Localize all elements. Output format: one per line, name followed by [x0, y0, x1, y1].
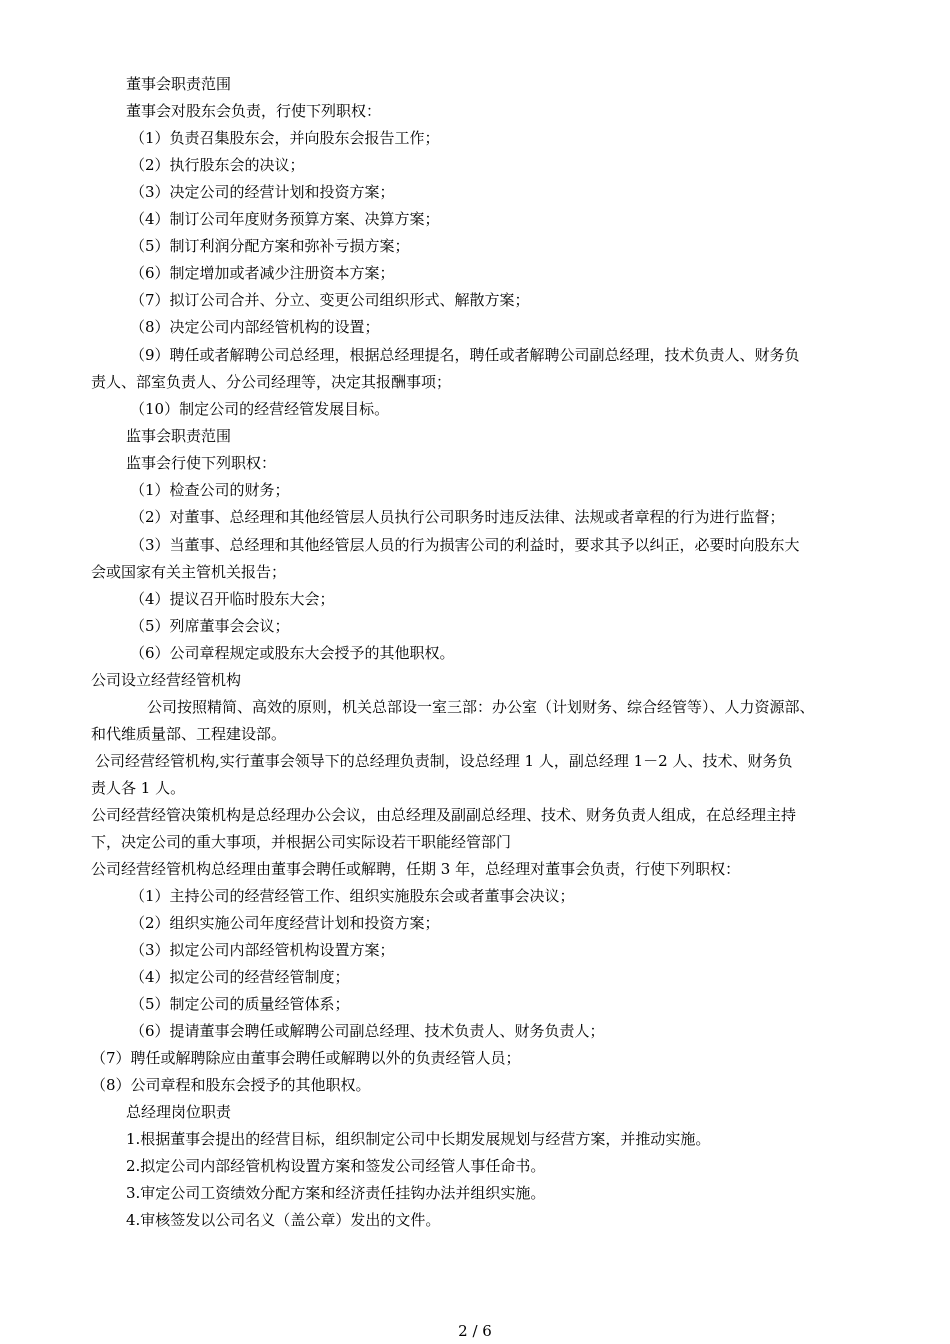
list-item: （3）当董事、总经理和其他经管层人员的行为损害公司的利益时，要求其予以纠正，必要时向股东大: [130, 536, 800, 554]
paragraph: 监事会行使下列职权：: [126, 454, 277, 472]
list-item: （5）制订利润分配方案和弥补亏损方案；: [130, 237, 410, 255]
list-item: （6）公司章程规定或股东大会授予的其他职权。: [130, 644, 455, 662]
paragraph: 公司经营经管决策机构是总经理办公会议，由总经理及副副总经理、技术、财务负责人组成，在总经理主持: [91, 806, 797, 824]
paragraph: 公司经营经管机构总经理由董事会聘任或解聘，任期 3 年，总经理对董事会负责，行使下列职权：: [91, 860, 741, 878]
list-item: 3.审定公司工资绩效分配方案和经济责任挂钩办法并组织实施。: [126, 1184, 546, 1202]
list-item: （2）执行股东会的决议；: [130, 156, 305, 174]
list-item: （1）检查公司的财务；: [130, 481, 290, 499]
list-item-continuation: 会或国家有关主管机关报告；: [91, 563, 287, 581]
list-item: （5）制定公司的质量经管体系；: [130, 995, 350, 1013]
paragraph: 公司经营经管机构,实行董事会领导下的总经理负责制，设总经理 1 人，副总经理 1－2 人、技术、财务负: [95, 752, 793, 770]
list-item: （6）制定增加或者减少注册资本方案；: [130, 264, 395, 282]
list-item: （1）主持公司的经营经管工作、组织实施股东会或者董事会决议；: [130, 887, 575, 905]
heading-board-duties: 董事会职责范围: [126, 75, 232, 93]
list-item: （7）拟订公司合并、分立、变更公司组织形式、解散方案；: [130, 291, 530, 309]
list-item: （8）决定公司内部经管机构的设置；: [130, 318, 380, 336]
list-item: （10）制定公司的经营经管发展目标。: [130, 400, 390, 418]
list-item: （6）提请董事会聘任或解聘公司副总经理、技术负责人、财务负责人；: [130, 1022, 605, 1040]
heading-supervisor-duties: 监事会职责范围: [126, 427, 232, 445]
list-item: （3）拟定公司内部经管机构设置方案；: [130, 941, 395, 959]
paragraph-continuation: 下，决定公司的重大事项，并根据公司实际设若干职能经管部门: [91, 833, 512, 851]
list-item: 1.根据董事会提出的经营目标，组织制定公司中长期发展规划与经营方案，并推动实施。: [126, 1130, 711, 1148]
heading-gm-duties: 总经理岗位职责: [126, 1103, 232, 1121]
list-item: （2）对董事、总经理和其他经管层人员执行公司职务时违反法律、法规或者章程的行为进行监督；: [130, 508, 785, 526]
list-item: （9）聘任或者解聘公司总经理，根据总经理提名，聘任或者解聘公司副总经理，技术负责人、财务负: [130, 346, 800, 364]
list-item: （4）制订公司年度财务预算方案、决算方案；: [130, 210, 440, 228]
paragraph: 公司按照精简、高效的原则，机关总部设一室三部：办公室（计划财务、综合经管等）、人力资源部、: [147, 698, 815, 716]
page-number: 2 / 6: [458, 1322, 492, 1340]
paragraph-continuation: 责人各 1 人。: [91, 779, 186, 797]
list-item-continuation: 责人、部室负责人、分公司经理等，决定其报酬事项；: [91, 373, 452, 391]
list-item: 2.拟定公司内部经管机构设置方案和签发公司经管人事任命书。: [126, 1157, 546, 1175]
list-item: （3）决定公司的经营计划和投资方案；: [130, 183, 395, 201]
list-item: （8）公司章程和股东会授予的其他职权。: [91, 1076, 371, 1094]
list-item: （4）拟定公司的经营经管制度；: [130, 968, 350, 986]
list-item: （7）聘任或解聘除应由董事会聘任或解聘以外的负责经管人员；: [91, 1049, 521, 1067]
paragraph-continuation: 和代维质量部、工程建设部。: [91, 725, 287, 743]
heading-management-org: 公司设立经营经管机构: [91, 671, 242, 689]
list-item: （5）列席董事会会议；: [130, 617, 290, 635]
list-item: （2）组织实施公司年度经营计划和投资方案；: [130, 914, 440, 932]
list-item: 4.审核签发以公司名义（盖公章）发出的文件。: [126, 1211, 441, 1229]
list-item: （4）提议召开临时股东大会；: [130, 590, 335, 608]
paragraph: 董事会对股东会负责，行使下列职权：: [126, 102, 382, 120]
list-item: （1）负责召集股东会，并向股东会报告工作；: [130, 129, 440, 147]
